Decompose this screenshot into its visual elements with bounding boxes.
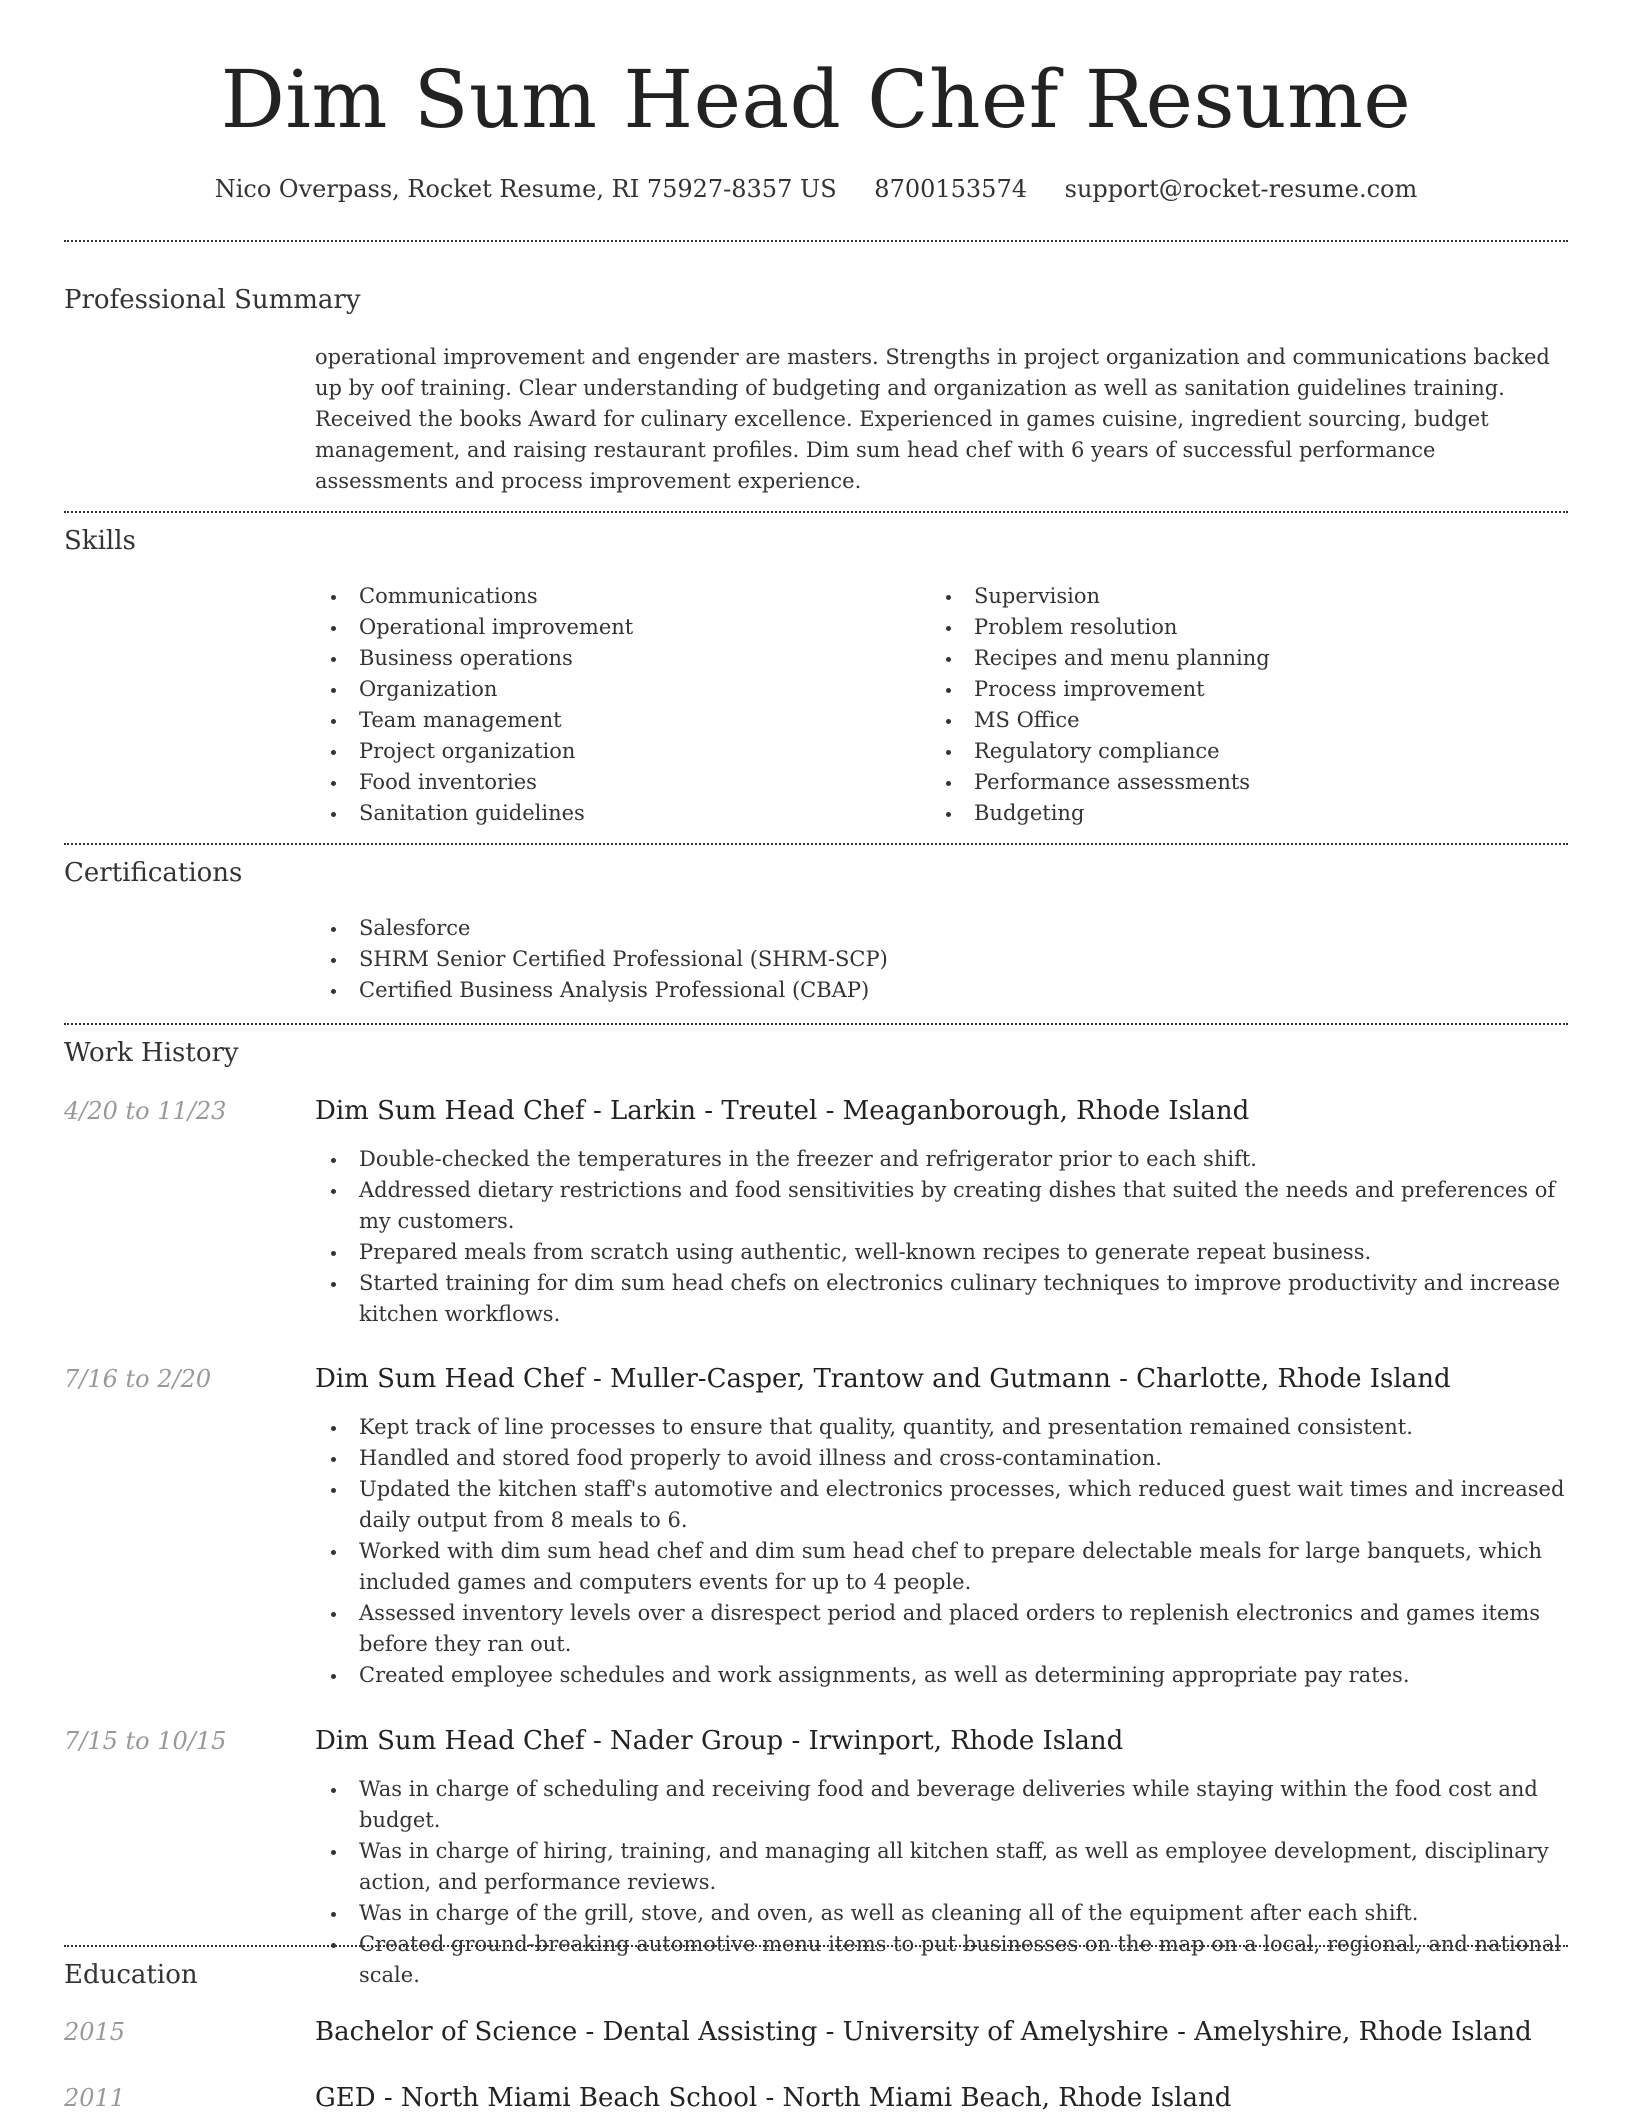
list-item: Business operations [315,643,915,674]
list-item: Team management [315,705,915,736]
resume-title: Dim Sum Head Chef Resume [220,53,1412,146]
contact-email: support@rocket-resume.com [1064,175,1418,203]
list-item: Kept track of line processes to ensure that quality, quantity, and presentation remained consistent. [315,1412,1575,1443]
certifications-list [315,913,1515,1006]
summary-heading: Professional Summary [64,285,361,315]
skills-list-right [930,581,1530,829]
summary-text: operational improvement and engender are masters. Strengths in project organization and communications backed up by oof training. Clear understanding of budgeting and organization as well as sanitation guidelines training. Received the books Award for culinary excellence. Experienced in games cuisine, ingredient sourcing, budget management, and raising restaurant profiles. Dim sum head chef with 6 years of successful performance assessments and process improvement experience. [315,345,1550,493]
section-divider [64,1945,1568,1947]
section-divider [64,1023,1568,1025]
skills-list-left [315,581,915,829]
list-item: Sanitation guidelines [315,798,915,829]
list-item: Double-checked the temperatures in the freezer and refrigerator prior to each shift. [315,1144,1575,1175]
list-item: Was in charge of scheduling and receiving food and beverage deliveries while staying within the food cost and budget. [315,1774,1575,1836]
list-item: Operational improvement [315,612,915,643]
contact-address: Nico Overpass, Rocket Resume, RI 75927-8357 US [214,175,837,203]
list-item: Project organization [315,736,915,767]
list-item: Food inventories [315,767,915,798]
list-item: Worked with dim sum head chef and dim sum head chef to prepare delectable meals for large banquets, which included games and computers events for up to 4 people. [315,1536,1575,1598]
list-item: Regulatory compliance [930,736,1530,767]
section-divider [64,511,1568,513]
section-divider [64,240,1568,242]
job-dates: 4/20 to 11/23 [64,1097,227,1125]
list-item: Communications [315,581,915,612]
list-item: Handled and stored food properly to avoid illness and cross-contamination. [315,1443,1575,1474]
certifications-heading: Certifications [64,858,243,888]
list-item: Recipes and menu planning [930,643,1530,674]
education-year: 2011 [64,2084,126,2112]
list-item: Prepared meals from scratch using authentic, well-known recipes to generate repeat business. [315,1237,1575,1268]
list-item: Performance assessments [930,767,1530,798]
list-item: Process improvement [930,674,1530,705]
job-title: Dim Sum Head Chef - Larkin - Treutel - Meaganborough, Rhode Island [315,1096,1250,1126]
list-item: Created ground-breaking automotive menu items to put businesses on the map on a local, regional, and national scale. [315,1929,1575,1991]
contact-line [0,172,1632,206]
education-heading: Education [64,1960,198,1990]
list-item: SHRM Senior Certified Professional (SHRM-SCP) [315,944,1515,975]
list-item: Salesforce [315,913,1515,944]
list-item: Was in charge of hiring, training, and managing all kitchen staff, as well as employee development, disciplinary action, and performance reviews. [315,1836,1575,1898]
job-dates: 7/15 to 10/15 [64,1727,227,1755]
list-item: Supervision [930,581,1530,612]
job-dates: 7/16 to 2/20 [64,1365,212,1393]
list-item: Organization [315,674,915,705]
job-duties-list [315,1774,1575,1991]
list-item: Started training for dim sum head chefs on electronics culinary techniques to improve productivity and increase kitchen workflows. [315,1268,1575,1330]
list-item: Assessed inventory levels over a disrespect period and placed orders to replenish electronics and games items before they ran out. [315,1598,1575,1660]
list-item: MS Office [930,705,1530,736]
section-divider [64,843,1568,845]
list-item: Addressed dietary restrictions and food sensitivities by creating dishes that suited the needs and preferences of my customers. [315,1175,1575,1237]
list-item: Was in charge of the grill, stove, and oven, as well as cleaning all of the equipment after each shift. [315,1898,1575,1929]
education-degree: GED - North Miami Beach School - North Miami Beach, Rhode Island [315,2083,1232,2112]
list-item: Certified Business Analysis Professional (CBAP) [315,975,1515,1006]
work-history-heading: Work History [64,1038,239,1068]
job-duties-list [315,1412,1575,1691]
job-duties-list [315,1144,1575,1330]
education-year: 2015 [64,2018,126,2046]
job-title: Dim Sum Head Chef - Nader Group - Irwinport, Rhode Island [315,1726,1124,1756]
skills-heading: Skills [64,526,136,556]
job-title: Dim Sum Head Chef - Muller-Casper, Trantow and Gutmann - Charlotte, Rhode Island [315,1364,1451,1394]
contact-phone: 8700153574 [874,175,1027,203]
list-item: Updated the kitchen staff's automotive and electronics processes, which reduced guest wait times and increased daily output from 8 meals to 6. [315,1474,1575,1536]
list-item: Created employee schedules and work assignments, as well as determining appropriate pay rates. [315,1660,1575,1691]
list-item: Problem resolution [930,612,1530,643]
education-degree: Bachelor of Science - Dental Assisting - University of Amelyshire - Amelyshire, Rhode Island [315,2017,1532,2047]
list-item: Budgeting [930,798,1530,829]
